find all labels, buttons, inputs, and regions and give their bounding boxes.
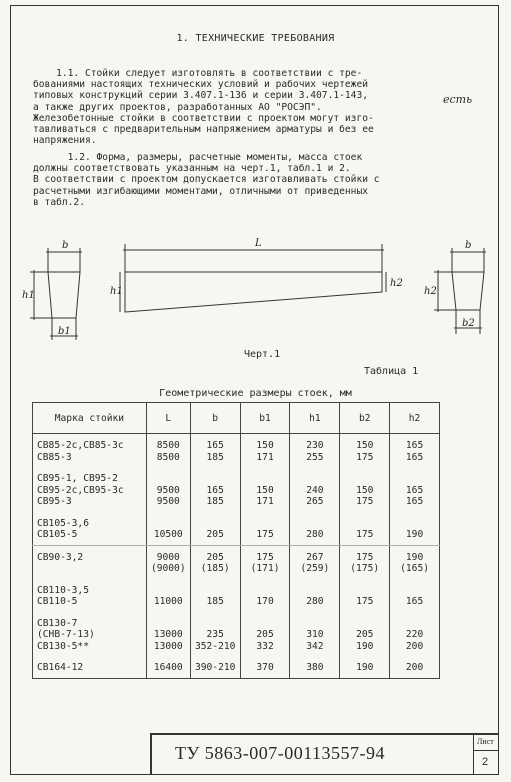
text-line: тавливаться с предварительным напряжением арматуры и без ее	[33, 124, 374, 136]
cell-mark: СВ95-1, СВ95-2 СВ95-2с,СВ95-3с СВ95-3	[33, 467, 147, 512]
cell-mark: СВ85-2с,СВ85-3с СВ85-3	[33, 434, 147, 468]
text-line: В соответствии с проектом допускается изготавливать стойки с	[33, 174, 380, 186]
cell-L: 10500	[146, 512, 190, 546]
left-section-drawing	[30, 248, 82, 340]
cell-h2: 165 165	[390, 434, 440, 468]
text-line: в табл.2.	[33, 196, 85, 208]
cell-h2: 165 165	[390, 467, 440, 512]
label-b1-left: b1	[58, 326, 71, 337]
text-line: Железобетонные стойки в соответствии с проектом могут изго-	[33, 112, 374, 124]
text-line: должны соответствовать указанным на черт.1, табл.1 и 2.	[33, 163, 351, 175]
side-view-drawing	[120, 244, 386, 312]
cell-b: 390-210	[190, 656, 240, 678]
cell-b2: 150 175	[340, 467, 390, 512]
table-row	[33, 545, 440, 579]
cell-h1: 280	[290, 512, 340, 546]
label-h1-side: h1	[110, 286, 123, 297]
cell-mark: СВ164-12	[33, 656, 147, 678]
cell-h2: 190	[390, 512, 440, 546]
cell-h2: 165	[390, 579, 440, 612]
cell-b: 165 185	[190, 467, 240, 512]
paragraph-1-1	[33, 68, 478, 146]
text-line: 1.1. Стойки следует изготовлять в соответствии с тре-	[33, 68, 363, 79]
header-L: L	[146, 403, 190, 434]
label-h1-left: h1	[22, 290, 35, 301]
cell-h2: 200	[390, 656, 440, 678]
cell-L: 13000 13000	[146, 612, 190, 657]
header-b1: b1	[240, 403, 290, 434]
cell-b1: 150 171	[240, 434, 290, 468]
sheet-divider	[473, 750, 499, 751]
header-b2: b2	[340, 403, 390, 434]
cell-h1: 280	[290, 579, 340, 612]
label-b2-right: b2	[462, 318, 475, 329]
text-line: напряжения.	[33, 135, 97, 147]
post-drawing	[0, 230, 511, 340]
header-b: b	[190, 403, 240, 434]
cell-h2: 220 200	[390, 612, 440, 657]
label-L: L	[255, 238, 262, 249]
label-b-right: b	[465, 240, 472, 251]
document-code: ТУ 5863-007-00113557-94	[175, 743, 386, 763]
cell-b1: 370	[240, 656, 290, 678]
cell-b: 205 (185)	[190, 545, 240, 579]
table-row	[33, 512, 440, 546]
table-row	[33, 434, 440, 468]
paragraph-1-2	[33, 152, 478, 208]
cell-L: 8500 8500	[146, 434, 190, 468]
table-row	[33, 612, 440, 657]
label-h2-right: h2	[424, 286, 437, 297]
header-h2: h2	[390, 403, 440, 434]
cell-h1: 267 (259)	[290, 545, 340, 579]
table-row	[33, 656, 440, 678]
table-row	[33, 467, 440, 512]
cell-h1: 310 342	[290, 612, 340, 657]
cell-b2: 175 (175)	[340, 545, 390, 579]
dimensions-table	[32, 402, 440, 679]
cell-b1: 205 332	[240, 612, 290, 657]
cell-b2: 205 190	[340, 612, 390, 657]
cell-b2: 190	[340, 656, 390, 678]
table-row	[33, 579, 440, 612]
cell-h2: 190 (165)	[390, 545, 440, 579]
sheet-number: 2	[482, 756, 489, 768]
cell-h1: 240 265	[290, 467, 340, 512]
cell-b: 165 185	[190, 434, 240, 468]
handwritten-note: есть	[443, 93, 473, 106]
label-b-left: b	[62, 240, 69, 251]
figure-caption: Черт.1	[244, 349, 281, 360]
header-h1: h1	[290, 403, 340, 434]
cell-L: 11000	[146, 579, 190, 612]
section-title: 1. ТЕХНИЧЕСКИЕ ТРЕБОВАНИЯ	[176, 33, 335, 44]
cell-b: 205	[190, 512, 240, 546]
cell-mark: СВ105-3,6 СВ105-5	[33, 512, 147, 546]
text-line: типовых конструкций серии 3.407.1-136 и серии 3.407.1-143,	[33, 90, 369, 102]
cell-mark: СВ110-3,5 СВ110-5	[33, 579, 147, 612]
cell-b2: 175	[340, 579, 390, 612]
cell-b2: 150 175	[340, 434, 390, 468]
right-section-drawing	[434, 248, 486, 334]
text-line: бованиями настоящих технических условий и рабочих чертежей	[33, 79, 369, 91]
table-header-row	[33, 403, 440, 434]
table-label: Таблица 1	[364, 366, 419, 377]
cell-b1: 150 171	[240, 467, 290, 512]
cell-L: 9000 (9000)	[146, 545, 190, 579]
cell-b1: 175 (171)	[240, 545, 290, 579]
sheet-label: Лист	[477, 737, 494, 746]
text-line: а также других проектов, разработанных АО "РОСЭП".	[33, 101, 322, 113]
cell-mark: СВ90-3,2	[33, 545, 147, 579]
text-line: расчетными изгибающими моментами, отличными от приведенных	[33, 185, 369, 197]
cell-h1: 230 255	[290, 434, 340, 468]
cell-h1: 380	[290, 656, 340, 678]
label-h2-side: h2	[390, 278, 403, 289]
cell-mark: СВ130-7 (СНВ-7-13) СВ130-5**	[33, 612, 147, 657]
cell-b: 235 352-210	[190, 612, 240, 657]
cell-b: 185	[190, 579, 240, 612]
table-title: Геометрические размеры стоек, мм	[159, 388, 352, 399]
header-mark: Марка стойки	[33, 403, 147, 434]
cell-L: 9500 9500	[146, 467, 190, 512]
cell-b1: 170	[240, 579, 290, 612]
cell-L: 16400	[146, 656, 190, 678]
cell-b1: 175	[240, 512, 290, 546]
text-line: 1.2. Форма, размеры, расчетные моменты, масса стоек	[33, 152, 363, 163]
cell-b2: 175	[340, 512, 390, 546]
